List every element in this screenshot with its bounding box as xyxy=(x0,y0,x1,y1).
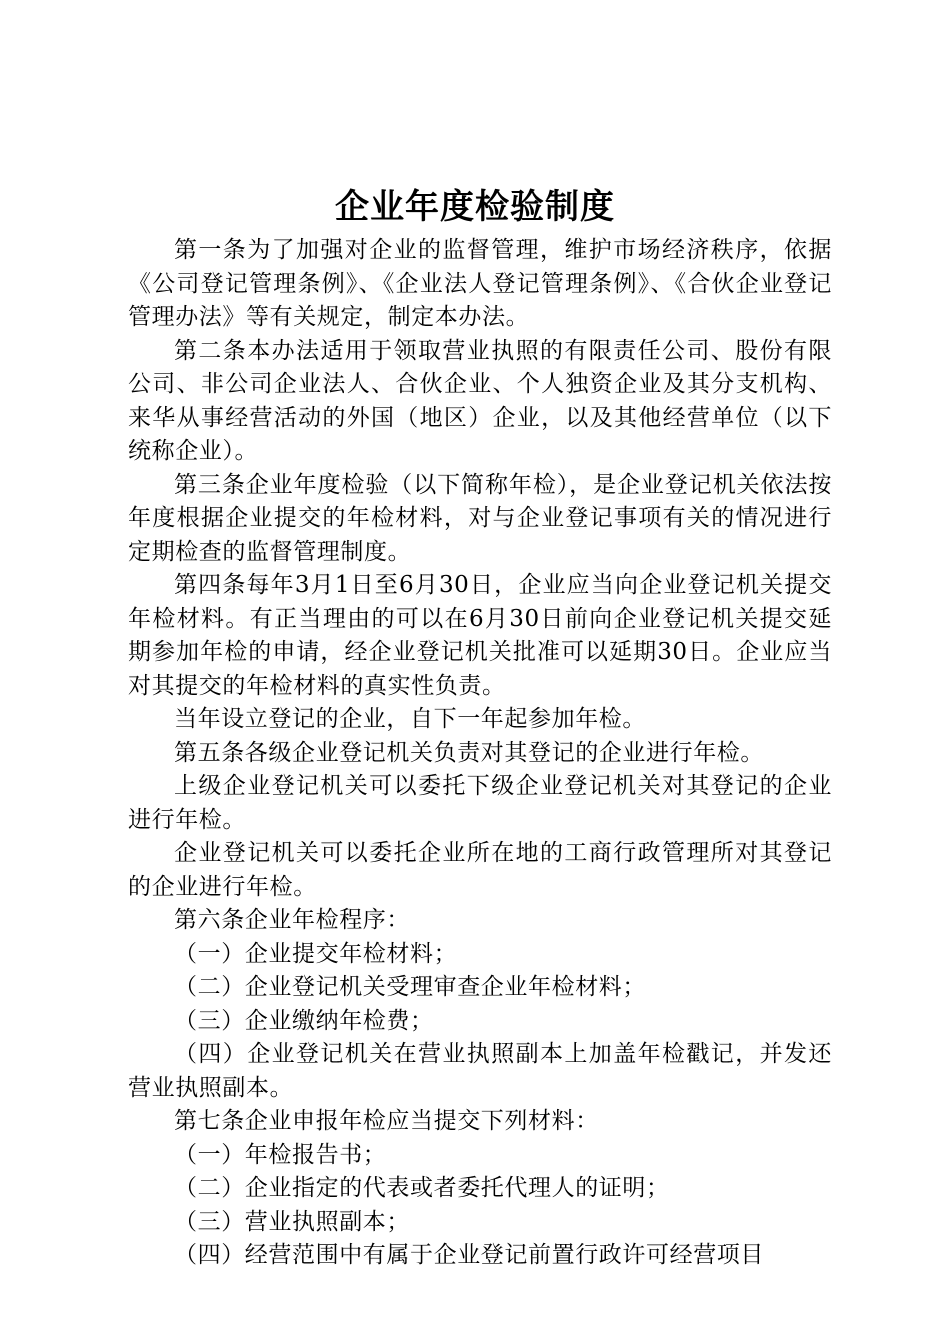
paragraph-article-6-item-2: （二）企业登记机关受理审查企业年检材料； xyxy=(174,974,646,1000)
paragraph-article-6-item-1: （一）企业提交年检材料； xyxy=(174,940,458,967)
paragraph-article-7-item-4: （四）经营范围中有属于企业登记前置行政许可经营项目 xyxy=(174,1242,764,1268)
paragraph-article-7-item-3: （三）营业执照副本； xyxy=(174,1208,410,1235)
paragraph-article-3: 第三条企业年度检验（以下简称年检），是企业登记机关依法按年度根据企业提交的年检材料，对与企业登记事项有关的情况进行定期检查的监督管理制度。 xyxy=(128,471,832,565)
paragraph-article-7: 第七条企业申报年检应当提交下列材料： xyxy=(174,1108,599,1134)
paragraph-article-7-item-1: （一）年检报告书； xyxy=(174,1141,387,1168)
paragraph-article-7-item-2: （二）企业指定的代表或者委托代理人的证明； xyxy=(174,1175,670,1201)
paragraph-article-4: 第四条每年3月1日至6月30日，企业应当向企业登记机关提交年检材料。有正当理由的可以在6月30日前向企业登记机关提交延期参加年检的申请，经企业登记机关批准可以延期30日。企业应当对其提交的年检材料的真实性负责。 xyxy=(128,572,832,699)
document-title: 企业年度检验制度 xyxy=(335,187,615,227)
paragraph-article-1: 第一条为了加强对企业的监督管理，维护市场经济秩序，依据《公司登记管理条例》、《企业法人登记管理条例》、《合伙企业登记管理办法》等有关规定，制定本办法。 xyxy=(128,237,832,330)
paragraph-article-6-item-3: （三）企业缴纳年检费； xyxy=(174,1007,434,1034)
document-body xyxy=(128,234,832,1273)
paragraph-article-4-note: 当年设立登记的企业，自下一年起参加年检。 xyxy=(174,706,646,732)
paragraph-article-6-item-4: （四）企业登记机关在营业执照副本上加盖年检戳记，并发还营业执照副本。 xyxy=(128,1041,832,1101)
paragraph-article-6: 第六条企业年检程序： xyxy=(174,907,410,933)
paragraph-article-5-delegation: 上级企业登记机关可以委托下级企业登记机关对其登记的企业进行年检。 xyxy=(128,773,832,833)
paragraph-article-5: 第五条各级企业登记机关负责对其登记的企业进行年检。 xyxy=(174,739,764,766)
paragraph-article-2: 第二条本办法适用于领取营业执照的有限责任公司、股份有限公司、非公司企业法人、合伙企业、个人独资企业及其分支机构、来华从事经营活动的外国（地区）企业，以及其他经营单位（以下统称企业）。 xyxy=(128,337,832,464)
paragraph-article-5-local: 企业登记机关可以委托企业所在地的工商行政管理所对其登记的企业进行年检。 xyxy=(128,840,832,900)
